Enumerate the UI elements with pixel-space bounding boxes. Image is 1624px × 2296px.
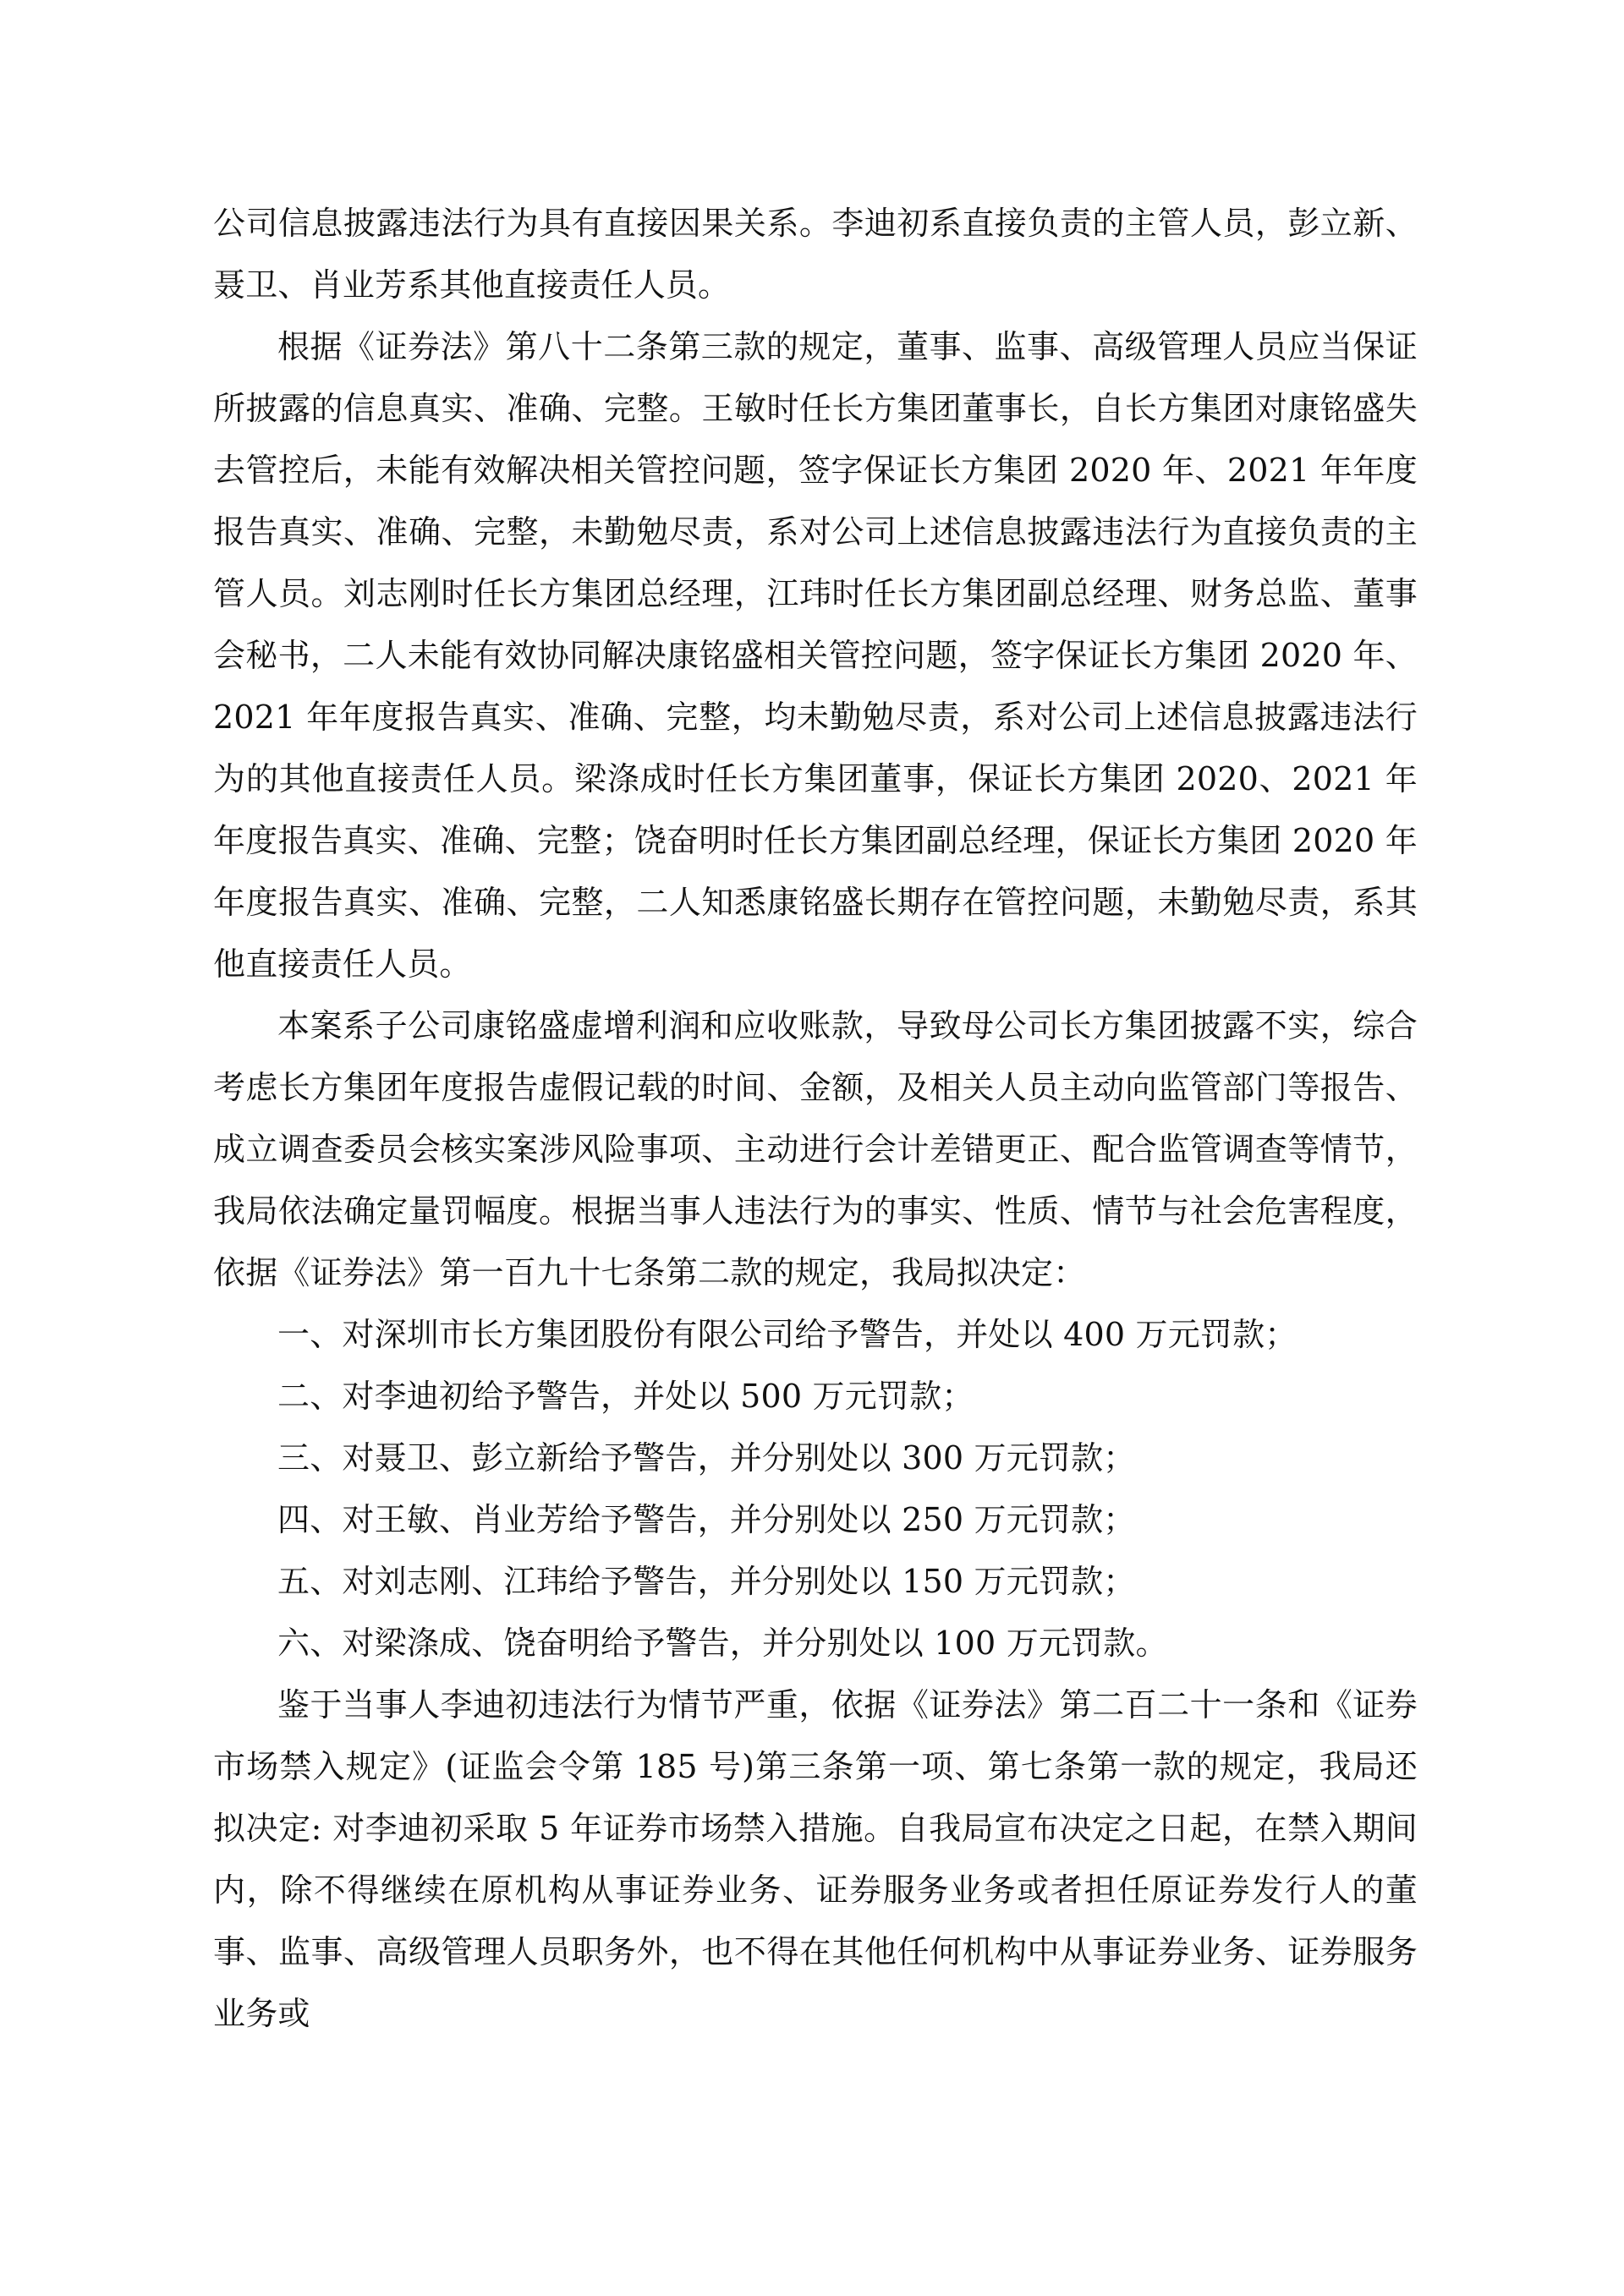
paragraph-continued-liability: 公司信息披露违法行为具有直接因果关系。李迪初系直接负责的主管人员，彭立新、聂卫、肖业芳系其他直接责任人员。	[213, 205, 1418, 304]
decision-item-5: 五、对刘志刚、江玮给予警告，并分别处以 150 万元罚款；	[277, 1563, 1136, 1600]
paragraph-securities-law-article-82: 根据《证券法》第八十二条第三款的规定，董事、监事、高级管理人员应当保证所披露的信息真实、准确、完整。王敏时任长方集团董事长，自长方集团对康铭盛失去管控后，未能有效解决相关管控问题，签字保证长方集团 2020 年、2021 年年度报告真实、准确、完整，未勤勉尽责，系对公司上述信息披露违法行为直接负责的主管人员。刘志刚时任长方集团总经理，江玮时任长方集团副总经理、财务总监、董事会秘书，二人未能有效协同解决康铭盛相关管控问题，签字保证长方集团 2020 年、2021 年年度报告真实、准确、完整，均未勤勉尽责，系对公司上述信息披露违法行为的其他直接责任人员。梁涤成时任长方集团董事，保证长方集团 2020、2021 年年度报告真实、准确、完整；饶奋明时任长方集团副总经理，保证长方集团 2020 年年度报告真实、准确、完整，二人知悉康铭盛长期存在管控问题，未勤勉尽责，系其他直接责任人员。	[213, 328, 1418, 983]
paragraph-case-summary-and-penalty-basis: 本案系子公司康铭盛虚增利润和应收账款，导致母公司长方集团披露不实，综合考虑长方集团年度报告虚假记载的时间、金额，及相关人员主动向监管部门等报告、成立调查委员会核实案涉风险事项、主动进行会计差错更正、配合监管调查等情节，我局依法确定量罚幅度。根据当事人违法行为的事实、性质、情节与社会危害程度，依据《证券法》第一百九十七条第二款的规定，我局拟决定：	[213, 1007, 1418, 1291]
decision-item-4: 四、对王敏、肖业芳给予警告，并分别处以 250 万元罚款；	[277, 1501, 1136, 1538]
paragraph-market-entry-ban: 鉴于当事人李迪初违法行为情节严重，依据《证券法》第二百二十一条和《证券市场禁入规定》(证监会令第 185 号)第三条第一项、第七条第一款的规定，我局还拟决定: 对李迪初采取 5 年证券市场禁入措施。自我局宣布决定之日起，在禁入期间内，除不得继续在原机构从事证券业务、证券服务业务或者担任原证券发行人的董事、监事、高级管理人员职务外，也不得在其他任何机构中从事证券业务、证券服务业务或	[213, 1686, 1418, 2032]
decision-item-3: 三、对聂卫、彭立新给予警告，并分别处以 300 万元罚款；	[277, 1439, 1136, 1477]
decision-item-1: 一、对深圳市长方集团股份有限公司给予警告，并处以 400 万元罚款；	[277, 1316, 1298, 1353]
document-body	[213, 193, 1418, 2045]
decision-item-2: 二、对李迪初给予警告，并处以 500 万元罚款；	[277, 1378, 974, 1415]
decision-item-6: 六、对梁涤成、饶奋明给予警告，并分别处以 100 万元罚款。	[277, 1625, 1168, 1662]
